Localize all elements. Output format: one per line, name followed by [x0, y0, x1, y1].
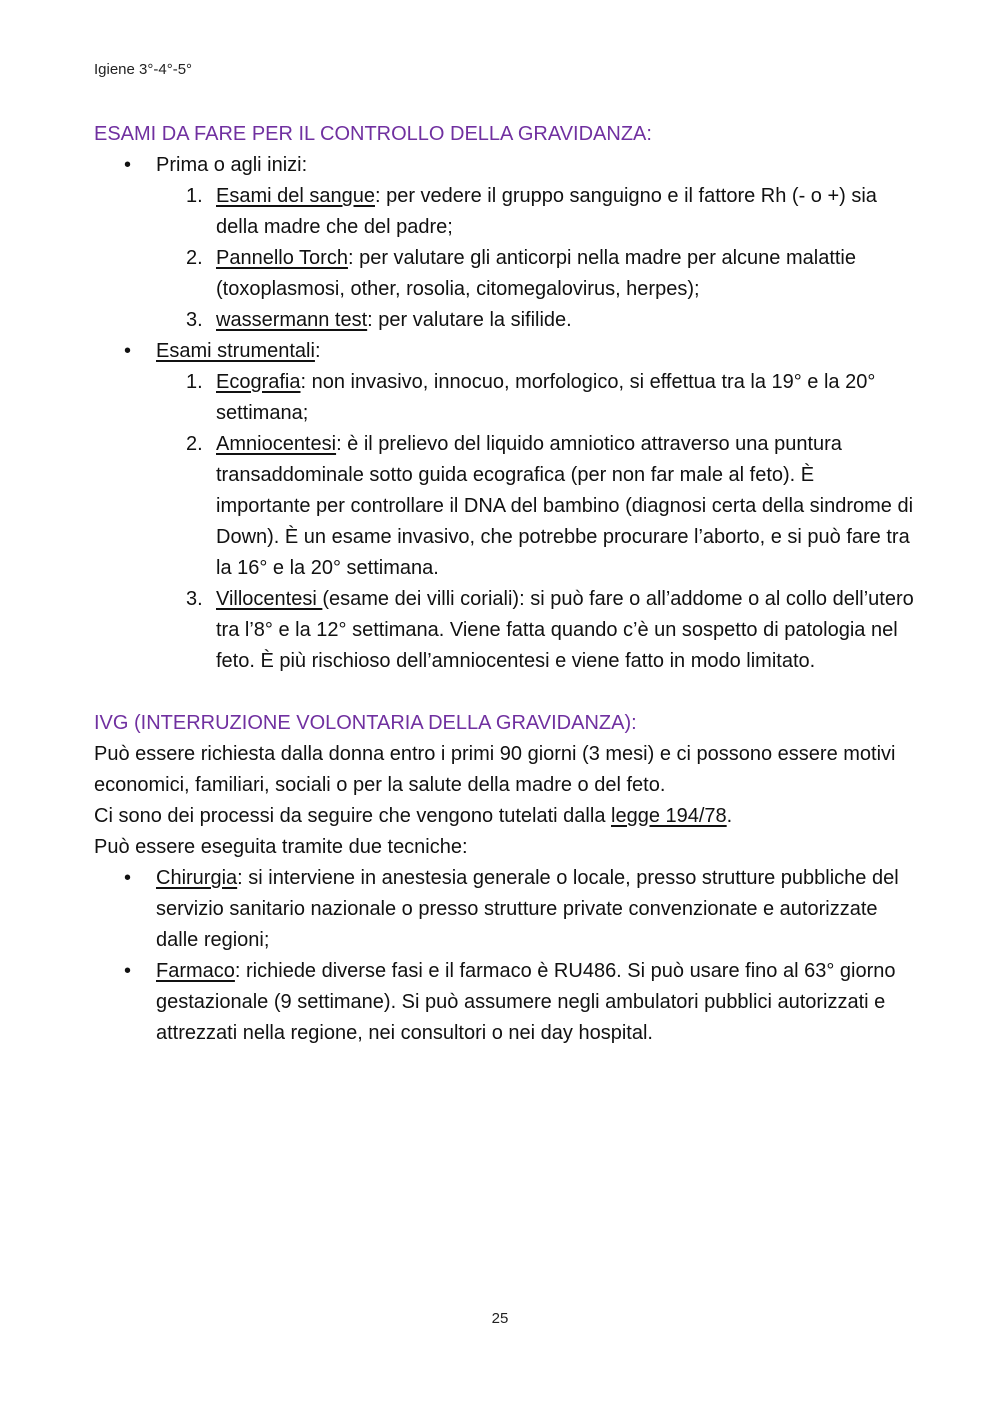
list-number: 1. [186, 371, 203, 393]
bullet-glyph: • [124, 154, 132, 176]
term-underlined: wassermann test [216, 309, 368, 331]
list-item [156, 429, 914, 584]
list-number: 2. [186, 433, 203, 455]
law-reference: legge 194/78 [611, 805, 727, 827]
list-item [156, 367, 914, 429]
list-number: 1. [186, 185, 203, 207]
bullet-item-drug [94, 956, 914, 1049]
list-number: 2. [186, 247, 203, 269]
term-underlined: Pannello Torch [216, 247, 348, 269]
section-title-ivg: IVG (INTERRUZIONE VOLONTARIA DELLA GRAVIDANZA): [94, 712, 637, 734]
bullet-item-early [94, 150, 914, 336]
item-text: : per valutare la sifilide. [367, 309, 572, 331]
term-underlined: Amniocentesi [216, 433, 337, 455]
page-content [94, 119, 914, 1049]
item-text: : non invasivo, innocuo, morfologico, si effettua tra la 19° e la 20° settimana; [216, 371, 876, 424]
list-number: 3. [186, 588, 203, 610]
instrumental-exams-list [156, 367, 914, 677]
list-item [156, 305, 914, 336]
item-text: (esame dei villi coriali): si può fare o all’addome o al collo dell’utero tra l’8° e la 12° settimana. Viene fatta quando c’è un sospetto di patologia nel feto. È più rischioso dell’amniocentesi e viene fatto in modo limitato. [216, 588, 914, 672]
ivg-paragraph-2 [94, 801, 914, 832]
list-item [156, 584, 914, 677]
list-item [156, 181, 914, 243]
para-text: . [726, 805, 733, 827]
section-title-exams: ESAMI DA FARE PER IL CONTROLLO DELLA GRAVIDANZA: [94, 123, 652, 145]
list-number: 3. [186, 309, 203, 331]
term-underlined: Ecografia [216, 371, 301, 393]
bullet-item-surgery [94, 863, 914, 956]
term-underlined: Chirurgia [156, 867, 238, 889]
term-underlined: Esami del sangue [216, 185, 375, 207]
item-text: : per vedere il gruppo sanguigno e il fattore Rh (- o +) sia della madre che del padre; [216, 185, 877, 238]
bullet-label: Prima o agli inizi: [156, 154, 308, 176]
ivg-technique-list [94, 863, 914, 1049]
bullet-item-instrumental [94, 336, 914, 677]
page-header: Igiene 3°-4°-5° [94, 61, 193, 78]
bullet-glyph: • [124, 867, 132, 889]
para-text: Ci sono dei processi da seguire che vengono tutelati dalla [94, 805, 611, 827]
list-item [156, 243, 914, 305]
bullet-glyph: • [124, 960, 132, 982]
ivg-paragraph-3: Può essere eseguita tramite due tecniche: [94, 836, 468, 858]
page-number: 25 [491, 1310, 509, 1327]
bullet-glyph: • [124, 340, 132, 362]
item-text: : si interviene in anestesia generale o locale, presso strutture pubbliche del servizio sanitario nazionale o presso strutture private convenzionate e autorizzate dalle regioni; [156, 867, 899, 951]
exam-phase-list [94, 150, 914, 677]
item-text: : è il prelievo del liquido amniotico attraverso una puntura transaddominale sotto guida ecografica (per non far male al feto). È importante per controllare il DNA del bambino (diagnosi certa della sindrome di Down). È un esame invasivo, che potrebbe procurare l’aborto, e si può fare tra la 16° e la 20° settimana. [216, 433, 914, 579]
term-underlined: Villocentesi [216, 588, 323, 610]
bullet-label: Esami strumentali [156, 340, 315, 362]
bullet-label-suffix: : [314, 340, 321, 362]
ivg-paragraph-1: Può essere richiesta dalla donna entro i primi 90 giorni (3 mesi) e ci possono essere motivi economici, familiari, sociali o per la salute della madre o del feto. [94, 743, 896, 796]
term-underlined: Farmaco [156, 960, 235, 982]
item-text: : per valutare gli anticorpi nella madre per alcune malattie (toxoplasmosi, other, rosolia, citomegalovirus, herpes); [216, 247, 856, 300]
spacer [94, 677, 914, 708]
item-text: : richiede diverse fasi e il farmaco è RU486. Si può usare fino al 63° giorno gestazionale (9 settimane). Si può assumere negli ambulatori pubblici autorizzati e attrezzati nella regione, nei consultori o nei day hospital. [156, 960, 896, 1044]
early-exams-list [156, 181, 914, 336]
